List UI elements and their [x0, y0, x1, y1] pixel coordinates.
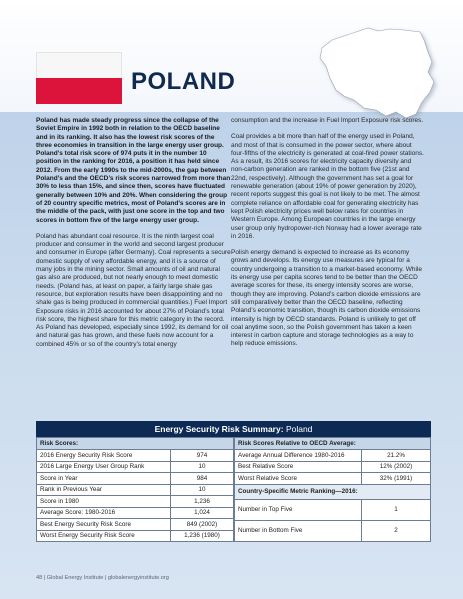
- power-sector-paragraph: Coal provides a bit more than half of the energy used in Poland, and most of that is consumed in the power sector, where about four-fifths of the electricity is generated at coal-fired power stations. As a result, its 2016 scores for electricity capacity diversity and non-carbon generation are ranked in the bottom five (21st and 22nd, respectively). Although the government has set a goal for renewable generation (about 19% of power generation by 2020), recent reports suggest this goal is not likely to be met. The almost complete reliance on affordable coal for generating electricity has kept Polish electricity prices well below rates for countries in Western Europe. Among European countries in the large energy user group only hydropower-rich Norway had a lower average rate in 2016.: [231, 133, 424, 240]
- risk-summary-title: Energy Security Risk Summary: Poland: [36, 421, 431, 437]
- coal-paragraph: Poland has abundant coal resource. It is the ninth largest coal producer and consumer in the world and second largest producer and consumer in Europe (after Germany). Coal represents a secure domestic supply of very affordable energy, and it is a source of many jobs in the mining sector. Small amounts of oil and natural gas also are produced, but not nearly enough to meet domestic needs. (Poland has, at least on paper, a fairly large shale gas resource, but exploration results have been disappointing and no shale gas is being produced in commercial quantities.) Fuel Import Exposure risks in 2016 accounted for about 27% of Poland’s total risk score, the highest share for this metric category in the record. As Poland has developed, especially since 1992, its demand for oil and natural gas has grown, and these fuels now account for a combined 45% or so of the country’s total energy: [36, 232, 231, 348]
- table-row: Best Energy Security Risk Score 849 (2002): [37, 519, 234, 531]
- table-row: 2016 Large Energy User Group Rank 10: [37, 461, 234, 473]
- intro-paragraph: Poland has made steady progress since the collapse of the Soviet Empire in 1992 both in relation to the OECD baseline and in its ranking. It also has the lowest risk scores of the three economies in transition in the large energy user group. Poland’s total risk score of 974 puts it in the number 10 position in the ranking for 2016, a position it has held since 2012. From the early 1990s to the mid-2000s, the gap between Poland’s and the OECD’s risk scores narrowed from more than 30% to less than 15%, and since then, scores have fluctuated generally between 10% and 20%. When considering the group of 20 country specific metrics, most of Poland’s scores are in the middle of the pack, with just one score in the top and two scores in bottom five of the large energy user group.: [36, 117, 231, 224]
- poland-flag: [36, 52, 122, 104]
- oecd-relative-table: [234, 437, 431, 542]
- oecd-relative-header: Risk Scores Relative to OECD Average:: [235, 438, 431, 450]
- table-row: Number in Top Five 1: [235, 499, 431, 520]
- table-row: Average Score: 1980-2016 1,024: [37, 507, 234, 519]
- table-row: Rank in Previous Year 10: [37, 484, 234, 496]
- metric-ranking-header: Country-Specific Metric Ranking—2016:: [235, 484, 431, 499]
- risk-summary-box: [36, 421, 431, 542]
- table-row: 2016 Energy Security Risk Score 974: [37, 450, 234, 462]
- table-row: Score in 1980 1,236: [37, 496, 234, 508]
- text-column-right: [231, 117, 426, 357]
- table-row: Best Relative Score 12% (2002): [235, 461, 431, 473]
- table-row: Worst Relative Score 32% (1991): [235, 473, 431, 485]
- table-row: Score in Year 984: [37, 473, 234, 485]
- page-title: POLAND: [131, 68, 236, 95]
- table-row: Number in Bottom Five 2: [235, 520, 431, 541]
- table-row: Average Annual Difference 1980-2016 21.2%: [235, 450, 431, 462]
- risk-scores-header: Risk Scores:: [37, 438, 234, 450]
- page-footer: 48 | Global Energy Institute | globalenergyinstitute.org: [36, 575, 169, 581]
- text-column-left: [36, 117, 231, 357]
- table-row: Worst Energy Security Risk Score 1,236 (1980): [37, 530, 234, 542]
- risk-scores-table: [36, 437, 234, 542]
- coal-paragraph-continued: consumption and the increase in Fuel Import Exposure risk scores.: [231, 117, 424, 124]
- energy-demand-paragraph: Polish energy demand is expected to increase as its economy grows and develops. Its energy use measures are typical for a country undergoing a transition to a market-based economy. While its energy use per capita scores tend to be better than the OECD average scores for these, its energy intensity scores are worse, though they are improving. Poland’s carbon dioxide emissions are still comparatively better than the OECD baseline, reflecting Poland’s economic transition, though its carbon dioxide emissions intensity is high by OECD standards. Poland is unlikely to get off coal anytime soon, so the Polish government has taken a keen interest in carbon capture and storage technologies as a way to help reduce emissions.: [231, 249, 423, 348]
- poland-map-icon: [312, 20, 444, 125]
